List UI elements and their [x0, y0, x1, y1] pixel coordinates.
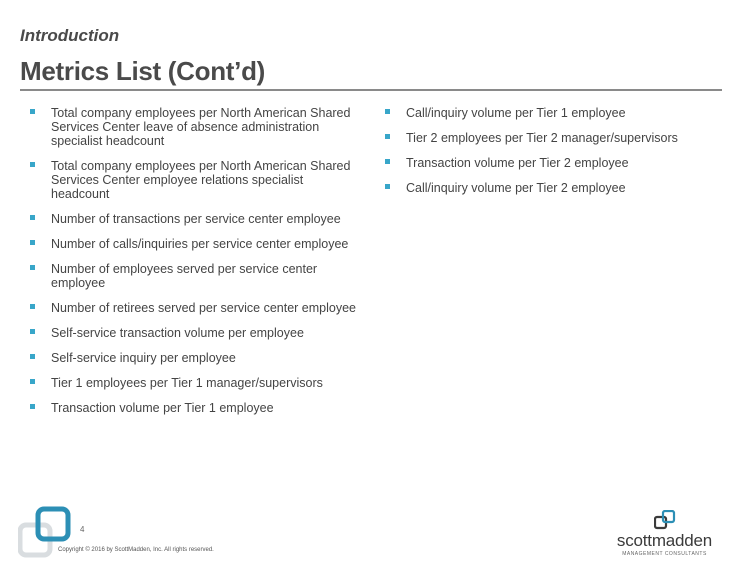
right-column	[385, 106, 725, 206]
list-item-text: Self-service transaction volume per employee	[51, 326, 304, 340]
list-item-text: Number of retirees served per service center employee	[51, 301, 356, 315]
bullet-icon	[30, 240, 35, 245]
list-item-text: Number of employees served per service center employee	[51, 262, 318, 290]
list-item	[30, 326, 360, 340]
bullet-icon	[385, 159, 390, 164]
brand-name: scottmadden	[616, 531, 713, 550]
bullet-icon	[30, 304, 35, 309]
list-item	[30, 301, 360, 315]
list-item-text: Number of calls/inquiries per service center employee	[51, 237, 349, 251]
brand-tagline: MANAGEMENT CONSULTANTS	[622, 551, 707, 557]
list-item	[385, 181, 725, 195]
list-item	[30, 159, 360, 201]
bullet-icon	[30, 215, 35, 220]
bullet-icon	[30, 329, 35, 334]
section-label: Introduction	[20, 26, 120, 45]
bullet-icon	[30, 265, 35, 270]
bullet-icon	[30, 354, 35, 359]
list-item-text: Call/inquiry volume per Tier 1 employee	[406, 106, 626, 120]
page-number: 4	[80, 525, 85, 534]
list-item	[385, 156, 725, 170]
bullet-icon	[30, 162, 35, 167]
list-item	[30, 106, 360, 148]
list-item-text: Call/inquiry volume per Tier 2 employee	[406, 181, 626, 195]
list-item-text: Self-service inquiry per employee	[51, 351, 236, 365]
bullet-icon	[385, 109, 390, 114]
list-item-text: Transaction volume per Tier 1 employee	[51, 401, 274, 415]
list-item-text: Total company employees per North American Shared Services Center employee relations specialist headcount	[51, 159, 351, 201]
list-item-text: Transaction volume per Tier 2 employee	[406, 156, 629, 170]
brand-logo	[607, 510, 722, 564]
left-column	[30, 106, 360, 426]
list-item	[385, 131, 725, 145]
list-item-text: Tier 1 employees per Tier 1 manager/supervisors	[51, 376, 323, 390]
list-item	[385, 106, 725, 120]
left-metrics-list	[30, 106, 360, 415]
list-item-text: Tier 2 employees per Tier 2 manager/supervisors	[406, 131, 678, 145]
bullet-icon	[385, 184, 390, 189]
list-item-text: Total company employees per North American Shared Services Center leave of absence administration specialist headcount	[51, 106, 351, 148]
copyright-text: Copyright © 2016 by ScottMadden, Inc. All rights reserved.	[58, 547, 214, 553]
bullet-icon	[385, 134, 390, 139]
list-item	[30, 212, 360, 226]
list-item	[30, 237, 360, 251]
bullet-icon	[30, 404, 35, 409]
right-metrics-list	[385, 106, 725, 195]
bullet-icon	[30, 109, 35, 114]
list-item	[30, 401, 360, 415]
bullet-icon	[30, 379, 35, 384]
list-item-text: Number of transactions per service center employee	[51, 212, 341, 226]
brand-mark-icon	[654, 510, 676, 530]
title-rule	[20, 89, 722, 91]
list-item	[30, 262, 360, 290]
list-item	[30, 376, 360, 390]
slide-title: Metrics List (Cont’d)	[20, 56, 266, 86]
list-item	[30, 351, 360, 365]
